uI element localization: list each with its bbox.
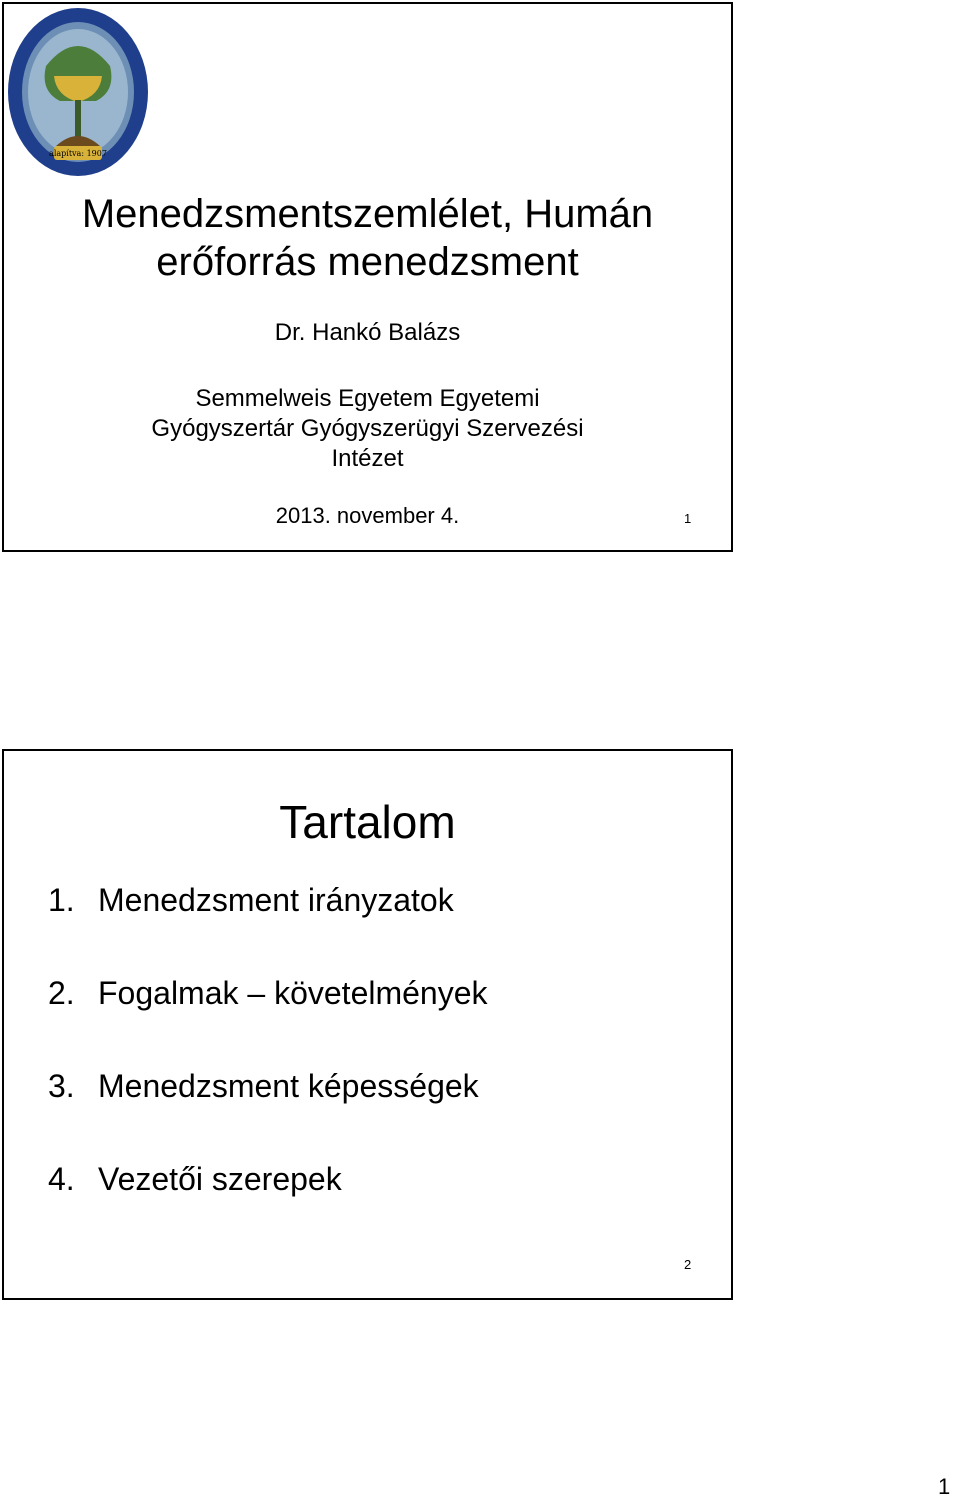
slide-2: [2, 749, 733, 1300]
slide-number: 2: [684, 1257, 692, 1272]
affiliation-line-2: Gyógyszertár Gyógyszerügyi Szervezési: [151, 415, 584, 442]
list-item: [48, 881, 488, 974]
item-number: 3.: [48, 1068, 75, 1104]
slide-title: Tartalom: [279, 796, 456, 848]
list-item: [48, 974, 488, 1067]
seal-banner: alapítva: 1907: [49, 149, 107, 158]
slide-title: [4, 190, 731, 286]
item-text: Vezetői szerepek: [98, 1161, 342, 1197]
slide-1: [2, 2, 733, 552]
affiliation-line-1: Semmelweis Egyetem Egyetemi: [195, 385, 540, 412]
item-number: 4.: [48, 1161, 75, 1197]
contents-list: [48, 881, 488, 1253]
item-text: Menedzsment képességek: [98, 1068, 479, 1104]
slide-number: 1: [684, 511, 692, 526]
page-number: 1: [938, 1474, 951, 1499]
item-number: 2.: [48, 975, 75, 1011]
title-line-1: Menedzsmentszemlélet, Humán: [81, 192, 654, 236]
list-item: [48, 1067, 488, 1160]
title-line-2: erőforrás menedzsment: [156, 240, 579, 284]
author: Dr. Hankó Balázs: [274, 319, 461, 346]
list-item: [48, 1160, 488, 1253]
presentation-date: 2013. november 4.: [275, 503, 460, 528]
affiliation: [4, 384, 731, 474]
item-number: 1.: [48, 882, 75, 918]
affiliation-line-3: Intézet: [331, 445, 404, 472]
item-text: Fogalmak – követelmények: [98, 975, 488, 1011]
item-text: Menedzsment irányzatok: [98, 882, 454, 918]
semmelweis-university-seal-icon: [6, 6, 150, 178]
